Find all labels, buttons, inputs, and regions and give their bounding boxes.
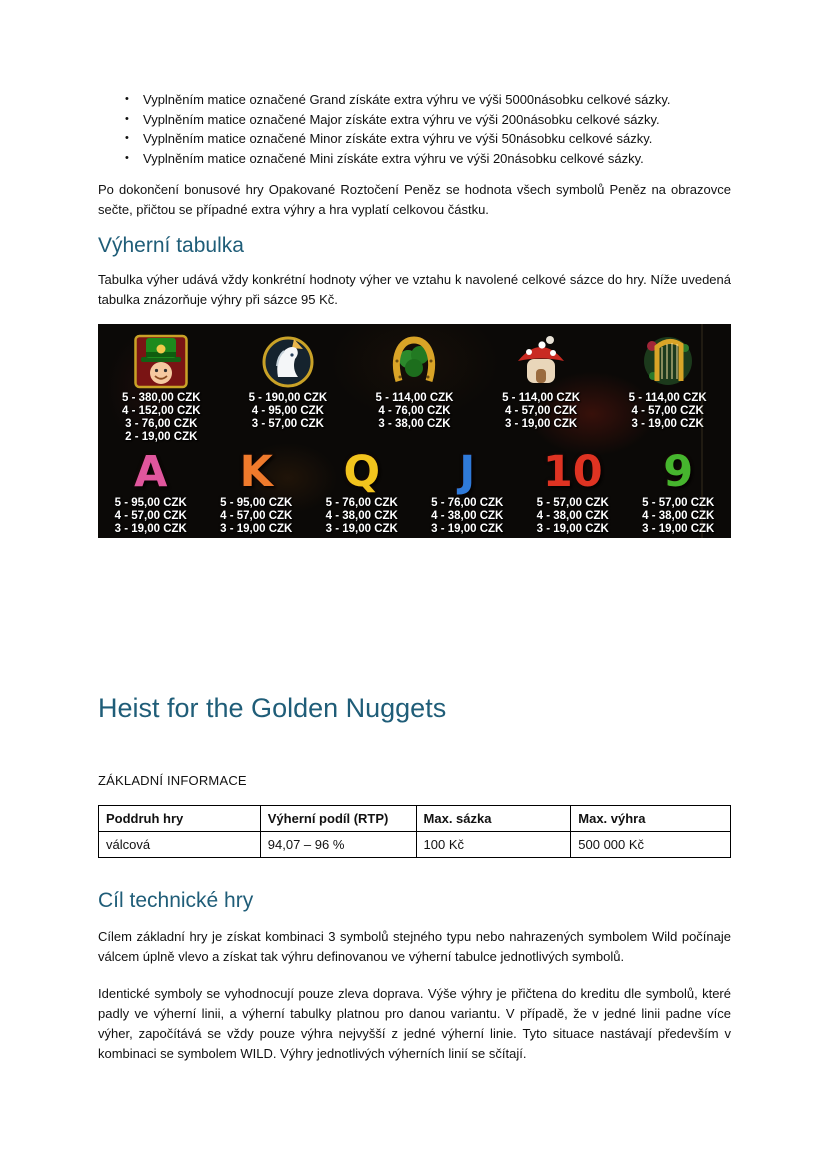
cell-poddruh: válcová — [99, 832, 261, 858]
table-header-row — [99, 806, 731, 832]
pay-line: 3 - 19,00 CZK — [631, 418, 704, 430]
reel-frame-line — [701, 324, 703, 538]
horseshoe-icon — [386, 333, 442, 389]
mushroom-house-icon — [513, 333, 569, 389]
paytable-top-row — [98, 324, 731, 444]
cell-max-sazka: 100 Kč — [416, 832, 571, 858]
bonus-matrix-bullet-list — [98, 90, 731, 168]
pay-line: 5 - 57,00 CZK — [536, 497, 609, 509]
pay-line: 5 - 190,00 CZK — [248, 392, 328, 404]
pay-line: 5 - 95,00 CZK — [114, 497, 187, 509]
pay-line: 3 - 19,00 CZK — [504, 418, 578, 430]
table-row — [99, 832, 731, 858]
list-item — [98, 110, 731, 130]
goal-section-heading: Cíl technické hry — [98, 889, 254, 912]
pay-line: 3 - 57,00 CZK — [251, 418, 324, 430]
pay-line: 3 - 19,00 CZK — [431, 523, 504, 535]
pay-line: 5 - 380,00 CZK — [121, 392, 201, 404]
bullet-icon: • — [125, 132, 129, 144]
document-page — [98, 0, 731, 1064]
basic-info-table — [98, 805, 731, 858]
paytable-intro-paragraph: Tabulka výher udává vždy konkrétní hodnoty výher ve vztahu k navolené celkové sázce do hry. Níže uvedená tabulka znázorňuje výhry při sázce 95 Kč. — [98, 272, 731, 307]
paytable-symbol-horseshoe — [351, 333, 478, 444]
card-letter-Q: Q — [343, 447, 381, 497]
paytable-bottom-row — [98, 449, 731, 536]
game-title-heading: Heist for the Golden Nuggets — [98, 693, 447, 723]
pay-line: 4 - 152,00 CZK — [121, 405, 201, 417]
paytable-image — [98, 324, 731, 538]
bullet-text: Vyplněním matice označené Grand získáte extra výhru ve výši 5000násobku celkové sázky. — [143, 92, 671, 107]
goal-paragraph-1: Cílem základní hry je získat kombinaci 3 symbolů stejného typu nebo nahrazených symbolem Wild počínaje válcem úplně vlevo a získat tak výhru definovanou ve výherní tabulce jednotlivých symbolů. — [98, 929, 731, 964]
pay-line: 3 - 19,00 CZK — [536, 523, 609, 535]
card-letter-A: A — [134, 447, 168, 497]
paytable-values — [642, 497, 714, 536]
paytable-values — [220, 497, 292, 536]
card-letter-K: K — [239, 447, 273, 497]
paytable-symbol-K — [204, 449, 310, 536]
cell-max-vyhra: 500 000 Kč — [571, 832, 731, 858]
pay-line: 4 - 38,00 CZK — [536, 510, 609, 522]
paytable-values — [537, 497, 609, 536]
leprechaun-icon — [133, 333, 189, 389]
pay-line: 4 - 38,00 CZK — [642, 510, 715, 522]
pay-line: 4 - 38,00 CZK — [431, 510, 504, 522]
bullet-icon: • — [125, 151, 129, 164]
pay-line: 4 - 95,00 CZK — [251, 405, 324, 417]
paytable-values — [115, 497, 187, 536]
cell-rtp: 94,07 – 96 % — [260, 832, 416, 858]
paytable-values — [326, 497, 398, 536]
paytable-values — [375, 392, 453, 431]
basic-info-label: ZÁKLADNÍ INFORMACE — [98, 773, 247, 788]
paytable-values — [629, 392, 707, 431]
paytable-symbol-J — [415, 449, 521, 536]
paytable-values — [502, 392, 580, 431]
pay-line: 3 - 19,00 CZK — [325, 523, 398, 535]
bullet-icon: • — [125, 112, 129, 125]
paytable-symbol-A — [98, 449, 204, 536]
pay-line: 5 - 114,00 CZK — [375, 392, 454, 404]
col-header-rtp: Výherní podíl (RTP) — [260, 806, 416, 832]
paytable-symbol-harp — [604, 333, 731, 444]
paytable-values — [122, 392, 201, 444]
goal-paragraph-2: Identické symboly se vyhodnocují pouze zleva doprava. Výše výhry je přičtena do kreditu dle symbolů, které padly ve výherní linii, a výherní tabulky platnou pro danou variantu. V případě, že v jedné linii padne více výher, započítává se vždy pouze výhra nejvyšší z jedné výherní linie. Tyto situace nastávají především v kombinaci se symbolem WILD. Výhry jednotlivých výherních linií se sčítají. — [98, 986, 731, 1061]
pay-line: 3 - 19,00 CZK — [220, 523, 293, 535]
pay-line: 4 - 57,00 CZK — [504, 405, 578, 417]
list-item — [98, 129, 731, 149]
bonus-summary-paragraph: Po dokončení bonusové hry Opakované Roztočení Peněz se hodnota všech symbolů Peněz na obrazovce sečte, přičtou se případné extra výhry a hra vyplatí celkovou částku. — [98, 182, 731, 217]
pay-line: 4 - 57,00 CZK — [114, 510, 187, 522]
pay-line: 5 - 114,00 CZK — [502, 392, 581, 404]
card-number-10: 10 — [542, 447, 603, 497]
pay-line: 4 - 57,00 CZK — [220, 510, 293, 522]
pay-line: 5 - 57,00 CZK — [642, 497, 715, 509]
pay-line: 3 - 38,00 CZK — [378, 418, 451, 430]
unicorn-icon — [260, 333, 316, 389]
paytable-values — [431, 497, 503, 536]
card-number-9: 9 — [663, 447, 694, 497]
paytable-symbol-Q — [309, 449, 415, 536]
bullet-text: Vyplněním matice označené Minor získáte extra výhru ve výši 50násobku celkové sázky. — [143, 131, 653, 146]
pay-line: 3 - 76,00 CZK — [125, 418, 198, 430]
pay-line: 5 - 76,00 CZK — [431, 497, 504, 509]
bullet-text: Vyplněním matice označené Major získáte extra výhru ve výši 200násobku celkové sázky. — [143, 111, 660, 127]
pay-line: 3 - 19,00 CZK — [642, 523, 715, 535]
card-letter-J: J — [459, 447, 476, 497]
pay-line: 4 - 38,00 CZK — [325, 510, 398, 522]
pay-line: 4 - 57,00 CZK — [631, 405, 704, 417]
col-header-max-sazka: Max. sázka — [416, 806, 571, 832]
col-header-poddruh: Poddruh hry — [99, 806, 261, 832]
pay-line: 5 - 76,00 CZK — [325, 497, 398, 509]
paytable-symbol-10 — [520, 449, 626, 536]
pay-line: 4 - 76,00 CZK — [378, 405, 451, 417]
paytable-symbol-unicorn — [225, 333, 352, 444]
col-header-max-vyhra: Max. výhra — [571, 806, 731, 832]
bullet-text: Vyplněním matice označené Mini získáte extra výhru ve výši 20násobku celkové sázky. — [143, 150, 644, 166]
pay-line: 2 - 19,00 CZK — [125, 431, 198, 443]
harp-icon — [640, 333, 696, 389]
list-item — [98, 90, 731, 110]
bullet-icon: • — [125, 93, 129, 105]
list-item — [98, 149, 731, 169]
pay-line: 3 - 19,00 CZK — [114, 523, 187, 535]
paytable-symbol-mushroom-house — [478, 333, 605, 444]
pay-line: 5 - 114,00 CZK — [628, 392, 707, 404]
paytable-values — [249, 392, 328, 431]
paytable-symbol-leprechaun — [98, 333, 225, 444]
paytable-section-heading: Výherní tabulka — [98, 234, 244, 257]
pay-line: 5 - 95,00 CZK — [220, 497, 293, 509]
paytable-symbol-9 — [626, 449, 732, 536]
